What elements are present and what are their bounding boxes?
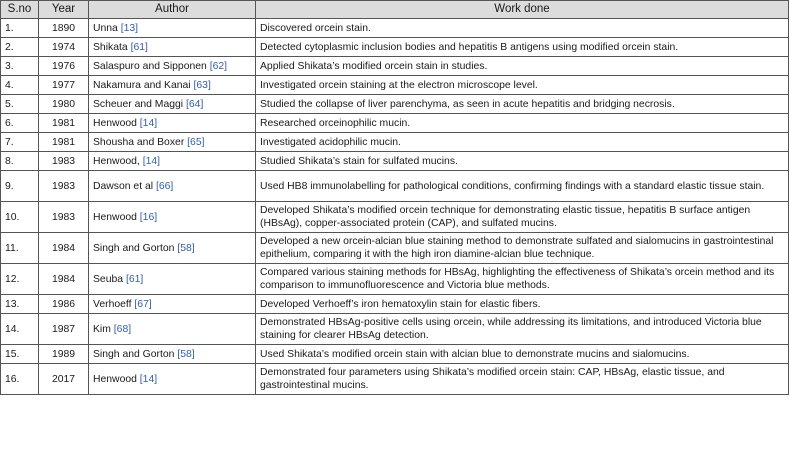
cell-sno: 11. bbox=[1, 233, 39, 264]
citation-link[interactable]: [16] bbox=[139, 211, 158, 223]
author-name: Shikata bbox=[93, 41, 128, 53]
citation-link[interactable]: [61] bbox=[130, 41, 148, 53]
cell-work-done: Used HB8 immunolabelling for pathological conditions, confirming findings with a standard elastic tissue stain. bbox=[256, 171, 789, 202]
table-row bbox=[1, 133, 789, 152]
cell-year: 1976 bbox=[39, 57, 89, 76]
citation-link[interactable]: [68] bbox=[113, 323, 132, 335]
cell-sno: 4. bbox=[1, 76, 39, 95]
author-name: Verhoeff bbox=[93, 298, 132, 310]
table-row bbox=[1, 345, 789, 364]
cell-work-done: Compared various staining methods for HBsAg, highlighting the effectiveness of Shikata’s orcein method and its comparison to immunofluorescence and Victoria blue methods. bbox=[256, 264, 789, 295]
table-row bbox=[1, 114, 789, 133]
cell-year: 1984 bbox=[39, 264, 89, 295]
table-row bbox=[1, 152, 789, 171]
author-name: Henwood bbox=[93, 117, 137, 129]
cell-work-done: Studied the collapse of liver parenchyma, as seen in acute hepatitis and bridging necrosis. bbox=[256, 95, 789, 114]
cell-year: 1983 bbox=[39, 202, 89, 233]
cell-year: 1987 bbox=[39, 314, 89, 345]
cell-author bbox=[89, 95, 256, 114]
author-name: Singh and Gorton bbox=[93, 348, 175, 360]
cell-author bbox=[89, 76, 256, 95]
author-name: Henwood bbox=[93, 211, 137, 223]
table-row bbox=[1, 202, 789, 233]
citation-link[interactable]: [65] bbox=[187, 136, 205, 148]
cell-author bbox=[89, 171, 256, 202]
header-work-done: Work done bbox=[256, 1, 789, 19]
author-name: Singh and Gorton bbox=[93, 242, 175, 254]
cell-sno: 16. bbox=[1, 364, 39, 395]
author-name: Scheuer and Maggi bbox=[93, 98, 184, 110]
cell-year: 1984 bbox=[39, 233, 89, 264]
cell-work-done: Developed a new orcein-alcian blue staining method to demonstrate sulfated and sialomucins in gastrointestinal epithelium, comparing it with the high iron diamine-alcian blue technique. bbox=[256, 233, 789, 264]
citation-link[interactable]: [14] bbox=[142, 155, 161, 167]
cell-author bbox=[89, 345, 256, 364]
citation-link[interactable]: [66] bbox=[155, 180, 174, 192]
header-row bbox=[1, 1, 789, 19]
cell-sno: 6. bbox=[1, 114, 39, 133]
cell-year: 1980 bbox=[39, 95, 89, 114]
cell-sno: 9. bbox=[1, 171, 39, 202]
table-row bbox=[1, 95, 789, 114]
cell-author bbox=[89, 233, 256, 264]
cell-author bbox=[89, 38, 256, 57]
cell-author bbox=[89, 364, 256, 395]
cell-year: 1981 bbox=[39, 114, 89, 133]
cell-work-done: Used Shikata’s modified orcein stain with alcian blue to demonstrate mucins and sialomucins. bbox=[256, 345, 789, 364]
header-year: Year bbox=[39, 1, 89, 19]
cell-work-done: Demonstrated four parameters using Shikata’s modified orcein stain: CAP, HBsAg, elastic tissue, and gastrointestinal mucins. bbox=[256, 364, 789, 395]
table-header bbox=[1, 1, 789, 19]
author-name: Unna bbox=[93, 22, 118, 34]
cell-year: 1977 bbox=[39, 76, 89, 95]
citation-link[interactable]: [58] bbox=[177, 348, 195, 360]
table-row bbox=[1, 364, 789, 395]
cell-author bbox=[89, 133, 256, 152]
cell-author bbox=[89, 114, 256, 133]
cell-author bbox=[89, 314, 256, 345]
cell-year: 2017 bbox=[39, 364, 89, 395]
citation-link[interactable]: [61] bbox=[125, 273, 144, 285]
cell-year: 1989 bbox=[39, 345, 89, 364]
table-row bbox=[1, 57, 789, 76]
citation-link[interactable]: [67] bbox=[134, 298, 152, 310]
author-name: Kim bbox=[93, 323, 111, 335]
cell-author bbox=[89, 57, 256, 76]
citation-link[interactable]: [62] bbox=[209, 60, 228, 72]
header-author: Author bbox=[89, 1, 256, 19]
cell-sno: 12. bbox=[1, 264, 39, 295]
table-row bbox=[1, 38, 789, 57]
citation-link[interactable]: [14] bbox=[139, 373, 158, 385]
cell-sno: 3. bbox=[1, 57, 39, 76]
cell-work-done: Detected cytoplasmic inclusion bodies and hepatitis B antigens using modified orcein stain. bbox=[256, 38, 789, 57]
cell-sno: 5. bbox=[1, 95, 39, 114]
cell-sno: 7. bbox=[1, 133, 39, 152]
author-name: Shousha and Boxer bbox=[93, 136, 185, 148]
author-name: Henwood, bbox=[93, 155, 140, 167]
header-sno: S.no bbox=[1, 1, 39, 19]
cell-author bbox=[89, 264, 256, 295]
cell-work-done: Discovered orcein stain. bbox=[256, 19, 789, 38]
cell-year: 1890 bbox=[39, 19, 89, 38]
author-name: Henwood bbox=[93, 373, 137, 385]
table-row bbox=[1, 233, 789, 264]
cell-author bbox=[89, 295, 256, 314]
citation-link[interactable]: [13] bbox=[120, 22, 139, 34]
cell-author bbox=[89, 152, 256, 171]
cell-year: 1981 bbox=[39, 133, 89, 152]
citation-link[interactable]: [14] bbox=[139, 117, 158, 129]
table-body bbox=[1, 19, 789, 395]
author-name: Salaspuro and Sipponen bbox=[93, 60, 207, 72]
table-row bbox=[1, 19, 789, 38]
citation-link[interactable]: [58] bbox=[177, 242, 195, 254]
cell-year: 1983 bbox=[39, 171, 89, 202]
citation-link[interactable]: [64] bbox=[186, 98, 204, 110]
author-name: Seuba bbox=[93, 273, 124, 285]
table-row bbox=[1, 171, 789, 202]
cell-author bbox=[89, 19, 256, 38]
cell-sno: 1. bbox=[1, 19, 39, 38]
cell-work-done: Demonstrated HBsAg-positive cells using orcein, while addressing its limitations, and introduced Victoria blue staining for clearer HBsAg detection. bbox=[256, 314, 789, 345]
cell-work-done: Researched orceinophilic mucin. bbox=[256, 114, 789, 133]
cell-year: 1974 bbox=[39, 38, 89, 57]
cell-sno: 8. bbox=[1, 152, 39, 171]
author-name: Dawson et al bbox=[93, 180, 154, 192]
cell-work-done: Studied Shikata’s stain for sulfated mucins. bbox=[256, 152, 789, 171]
cell-work-done: Investigated orcein staining at the electron microscope level. bbox=[256, 76, 789, 95]
table-row bbox=[1, 295, 789, 314]
cell-work-done: Developed Shikata’s modified orcein technique for demonstrating elastic tissue, hepatitis B surface antigen (HBsAg), copper-associated protein (CAP), and sulfated mucins. bbox=[256, 202, 789, 233]
cell-sno: 13. bbox=[1, 295, 39, 314]
author-name: Nakamura and Kanai bbox=[93, 79, 191, 91]
citation-link[interactable]: [63] bbox=[193, 79, 211, 91]
cell-year: 1986 bbox=[39, 295, 89, 314]
cell-work-done: Investigated acidophilic mucin. bbox=[256, 133, 789, 152]
table-row bbox=[1, 314, 789, 345]
cell-work-done: Developed Verhoeff’s iron hematoxylin stain for elastic fibers. bbox=[256, 295, 789, 314]
cell-sno: 14. bbox=[1, 314, 39, 345]
cell-sno: 2. bbox=[1, 38, 39, 57]
table-row bbox=[1, 264, 789, 295]
cell-sno: 15. bbox=[1, 345, 39, 364]
cell-sno: 10. bbox=[1, 202, 39, 233]
cell-author bbox=[89, 202, 256, 233]
cell-work-done: Applied Shikata’s modified orcein stain in studies. bbox=[256, 57, 789, 76]
table-row bbox=[1, 76, 789, 95]
cell-year: 1983 bbox=[39, 152, 89, 171]
